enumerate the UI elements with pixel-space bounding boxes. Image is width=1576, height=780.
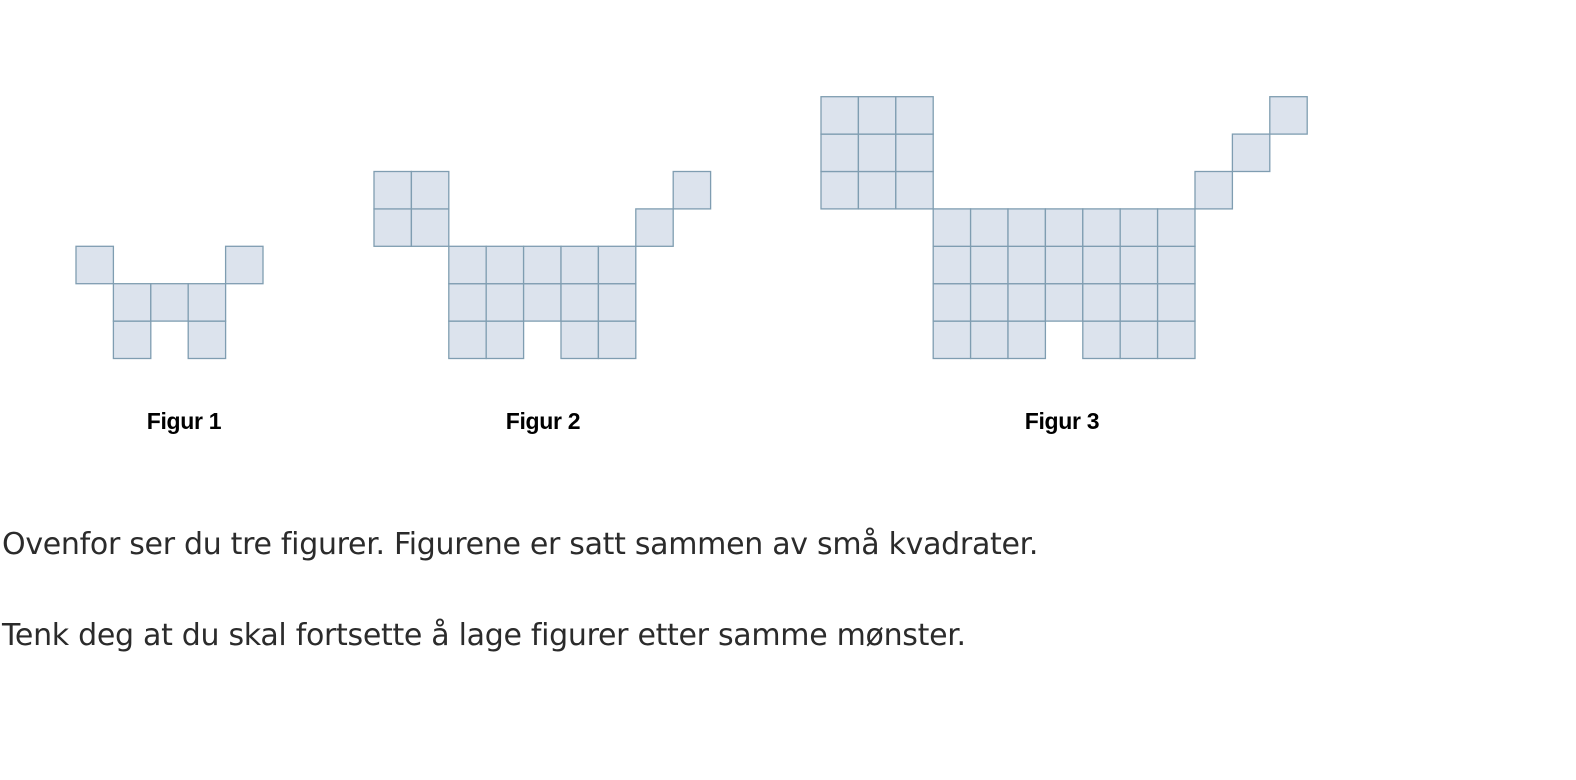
square-cell	[821, 172, 858, 209]
square-cell	[598, 321, 635, 358]
square-cell	[896, 97, 933, 134]
square-cell	[896, 172, 933, 209]
figure-1-label: Figur 1	[146, 408, 222, 434]
square-cell	[524, 284, 561, 321]
figure-3-shape	[821, 97, 1307, 359]
square-cell	[1232, 134, 1269, 171]
square-cell	[1120, 321, 1157, 358]
square-cell	[1045, 246, 1082, 283]
square-cell	[821, 134, 858, 171]
square-cell	[188, 284, 225, 321]
square-cell	[374, 209, 411, 246]
square-cell	[598, 246, 635, 283]
square-cell	[449, 246, 486, 283]
square-cell	[1120, 209, 1157, 246]
square-cell	[524, 246, 561, 283]
instruction-text: Tenk deg at du skal fortsette å lage figurer etter samme mønster.	[2, 618, 966, 653]
square-cell	[1008, 246, 1045, 283]
square-cell	[1195, 172, 1232, 209]
square-cell	[858, 97, 895, 134]
square-cell	[673, 172, 710, 209]
square-cell	[1045, 209, 1082, 246]
square-cell	[486, 284, 523, 321]
square-cell	[636, 209, 673, 246]
square-cell	[1083, 246, 1120, 283]
square-cell	[1120, 246, 1157, 283]
square-cell	[971, 246, 1008, 283]
square-cell	[1158, 321, 1195, 358]
square-cell	[113, 321, 150, 358]
square-cell	[858, 172, 895, 209]
square-cell	[486, 321, 523, 358]
square-cell	[1120, 284, 1157, 321]
square-cell	[226, 246, 263, 283]
square-cell	[1158, 284, 1195, 321]
square-cell	[1008, 209, 1045, 246]
square-cell	[1083, 284, 1120, 321]
square-cell	[113, 284, 150, 321]
square-cell	[1270, 97, 1307, 134]
square-cell	[411, 172, 448, 209]
square-cell	[1008, 284, 1045, 321]
square-cell	[1158, 246, 1195, 283]
square-cell	[933, 246, 970, 283]
square-cell	[1083, 209, 1120, 246]
description-text: Ovenfor ser du tre figurer. Figurene er satt sammen av små kvadrater.	[2, 527, 1039, 562]
square-cell	[1008, 321, 1045, 358]
square-cell	[561, 321, 598, 358]
square-cell	[449, 321, 486, 358]
figure-2-shape	[374, 172, 711, 359]
square-cell	[151, 284, 188, 321]
figure-2-label: Figur 2	[505, 408, 581, 434]
square-cell	[486, 246, 523, 283]
figure-1-shape	[76, 246, 263, 358]
square-cell	[188, 321, 225, 358]
square-cell	[449, 284, 486, 321]
square-cell	[1045, 284, 1082, 321]
square-cell	[76, 246, 113, 283]
square-cell	[1158, 209, 1195, 246]
figure-3-label: Figur 3	[1024, 408, 1100, 434]
square-cell	[971, 284, 1008, 321]
square-cell	[933, 284, 970, 321]
square-cell	[858, 134, 895, 171]
square-cell	[896, 134, 933, 171]
square-cell	[821, 97, 858, 134]
square-cell	[971, 321, 1008, 358]
square-cell	[411, 209, 448, 246]
square-cell	[933, 209, 970, 246]
square-cell	[598, 284, 635, 321]
square-cell	[374, 172, 411, 209]
square-cell	[561, 246, 598, 283]
square-cell	[1083, 321, 1120, 358]
square-cell	[561, 284, 598, 321]
square-cell	[971, 209, 1008, 246]
square-cell	[933, 321, 970, 358]
